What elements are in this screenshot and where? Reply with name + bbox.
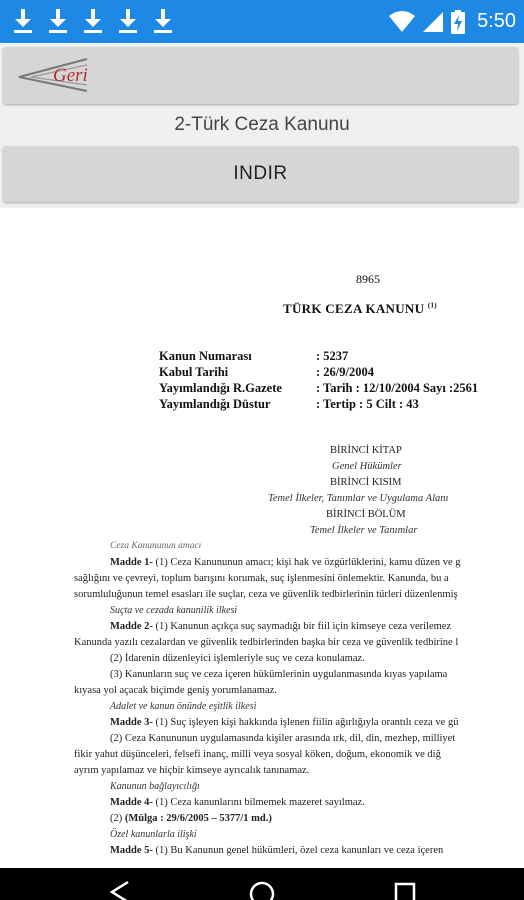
- article-line: fikir yahut düşünceleri, felsefi inanç, milli veya sosyal köken, doğum, ekonomik ve diğ: [74, 749, 441, 760]
- article-line: Madde 3- (1) Suç işleyen kişi hakkında işlenen fiilin ağırlığıyla orantılı ceza ve gü: [110, 717, 459, 728]
- meta-value: : Tertip : 5 Cilt : 43: [316, 397, 419, 411]
- download-icon: [12, 9, 34, 33]
- back-icon[interactable]: [108, 880, 132, 900]
- heading-kisim: BİRİNCİ KISIM: [330, 477, 402, 488]
- heading-bolum-sub: Temel İlkeler ve Tanımlar: [310, 525, 418, 536]
- article-line: sağlığını ve çevreyi, toplum barışını korumak, suç işlenmesini önlemektir. Kanunda, bu a: [74, 573, 449, 584]
- geri-back-logo: [17, 55, 89, 95]
- heading-kitap-sub: Genel Hükümler: [332, 461, 402, 472]
- section-title: Ceza Kanununun amacı: [110, 541, 202, 551]
- meta-value: : Tarih : 12/10/2004 Sayı :2561: [316, 381, 479, 395]
- section-title: Suçta ve cezada kanunilik ilkesi: [110, 605, 238, 616]
- wifi-icon: [389, 11, 415, 33]
- article-line: Kanunda yazılı cezalardan ve güvenlik tedbirlerinden başka bir ceza ve güvenlik tedbirine l: [74, 637, 459, 648]
- heading-kitap: BİRİNCİ KİTAP: [330, 445, 402, 456]
- law-title-footnote: (1): [427, 301, 437, 310]
- meta-value: : 5237: [316, 349, 349, 363]
- article-line: Madde 2- (1) Kanunun açıkça suç saymadığı bir fiil için kimseye ceza verilemez: [110, 621, 452, 632]
- article-line: (3) Kanunların suç ve ceza içeren hükümlerinin uygulanmasında kıyas yapılama: [110, 669, 448, 680]
- article-line: Madde 4- (1) Ceza kanunlarını bilmemek mazeret sayılmaz.: [110, 797, 365, 808]
- navigation-bar: [0, 868, 524, 900]
- heading-bolum: BİRİNCİ BÖLÜM: [326, 509, 406, 520]
- meta-label: Yayımlandığı R.Gazete: [159, 381, 282, 395]
- status-bar: [0, 0, 524, 43]
- download-icon: [152, 9, 174, 33]
- download-button[interactable]: INDIR: [3, 146, 518, 202]
- heading-kisim-sub: Temel İlkeler, Tanımlar ve Uygulama Alanı: [268, 493, 449, 504]
- meta-value: : 26/9/2004: [316, 365, 374, 379]
- download-icon: [82, 9, 104, 33]
- section-title: Adalet ve kanun önünde eşitlik ilkesi: [110, 701, 257, 712]
- download-icon: [117, 9, 139, 33]
- article-line: sorumluluğunun temel esasları ile suçlar, ceza ve güvenlik tedbirlerinin türleri düzenlenmiş: [74, 589, 458, 600]
- article-line: ayrım yapılamaz ve hiçbir kimseye ayrıcalık tanınamaz.: [74, 765, 310, 776]
- section-title: Kanunun bağlayıcılığı: [110, 781, 200, 792]
- article-line: (2) Ceza Kanununun uygulamasında kişiler arasında ırk, dil, din, mezhep, milliyet: [110, 733, 456, 744]
- recents-icon[interactable]: [394, 882, 416, 900]
- clock: 5:50: [477, 10, 516, 32]
- signal-icon: [423, 11, 443, 33]
- download-icon: [47, 9, 69, 33]
- article-line: kıyasa yol açacak biçimde geniş yorumlanamaz.: [74, 685, 277, 696]
- back-button[interactable]: [3, 47, 518, 104]
- article-line: (2) (Mülga : 29/6/2005 – 5377/1 md.): [110, 813, 272, 824]
- article-line: Madde 5- (1) Bu Kanunun genel hükümleri, özel ceza kanunları ve ceza içeren: [110, 845, 444, 856]
- geri-logo-text: Geri: [53, 65, 88, 86]
- section-title: Özel kanunlarla ilişki: [110, 829, 197, 840]
- page-number: 8965: [356, 272, 380, 286]
- article-line: Madde 1- (1) Ceza Kanununun amacı; kişi hak ve özgürlüklerini, kamu düzen ve g: [110, 557, 461, 568]
- page-title: 2-Türk Ceza Kanunu: [174, 114, 350, 135]
- battery-charging-icon: [451, 10, 465, 34]
- law-title: TÜRK CEZA KANUNU $^{(1)}$: [283, 301, 437, 316]
- article-line: (2) İdarenin düzenleyici işlemleriyle suç ve ceza konulamaz.: [110, 653, 365, 664]
- home-icon[interactable]: [248, 880, 276, 900]
- meta-label: Kabul Tarihi: [159, 365, 229, 379]
- meta-label: Kanun Numarası: [159, 349, 252, 363]
- meta-label: Yayımlandığı Düstur: [159, 397, 271, 411]
- document-viewer[interactable]: [0, 208, 524, 868]
